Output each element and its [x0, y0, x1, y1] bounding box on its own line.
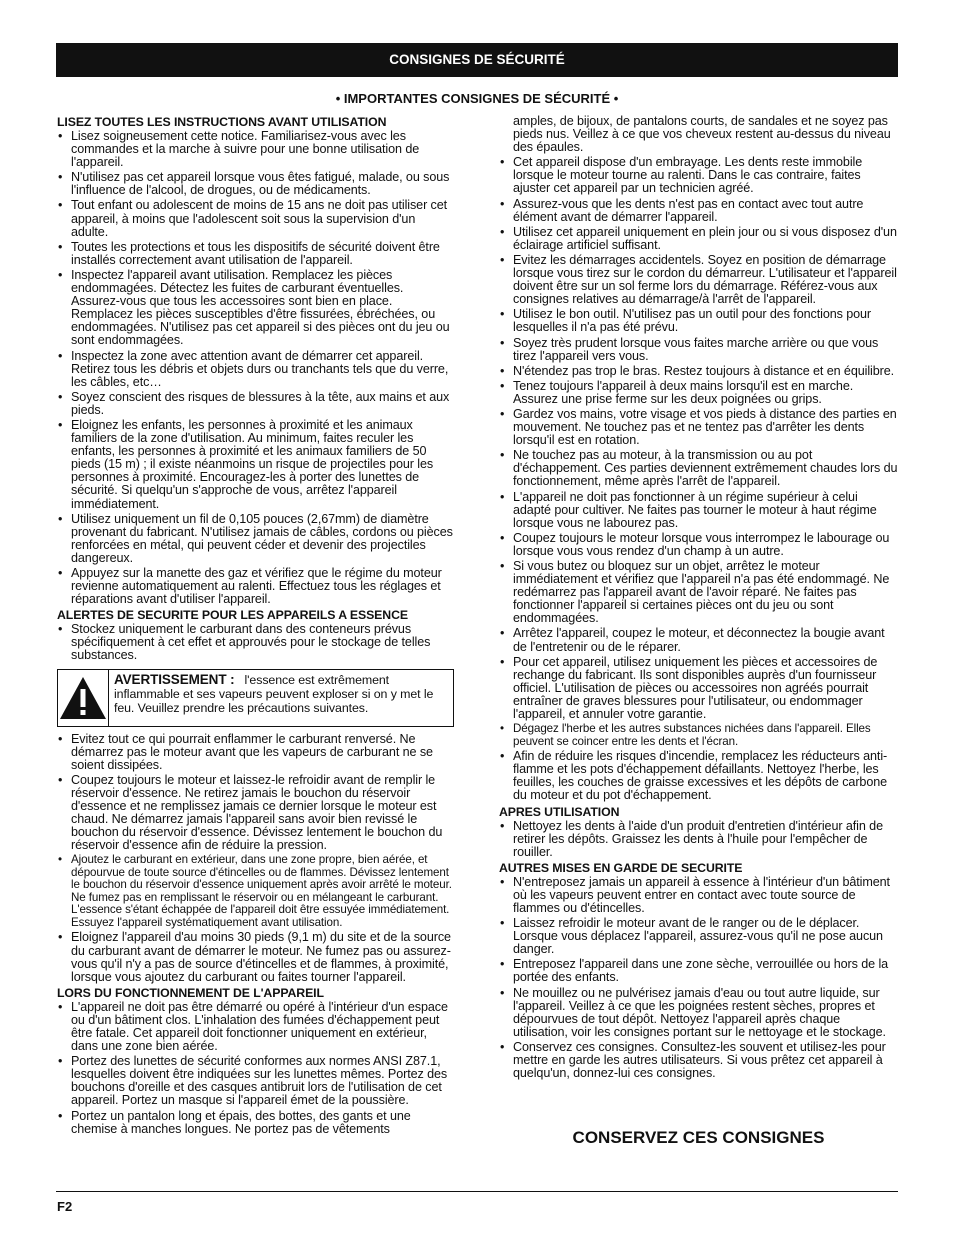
list-item: • Evitez les démarrages accidentels. Soyez en position de démarrage lorsque vous tirez sur le cordon du démarreur. L'utilisateur et l'appareil doivent être sur un sol ferme lors du démarrage. Référez-vous aux consignes relatives au démarrage/à l'arrêt de l'appareil.: [499, 254, 898, 306]
list-item: • Utilisez cet appareil uniquement en plein jour ou si vous disposez d'un éclairage artificiel suffisant.: [499, 226, 898, 252]
list-item: • Si vous butez ou bloquez sur un objet, arrêtez le moteur immédiatement et vérifiez que l'appareil n'a pas été endommagé. Ne redémarrez pas l'appareil avant de l'avoir réparé. Ne faites pas fonctionner l'appareil si certaines pièces ont du jeu ou sont endommagées.: [499, 560, 898, 625]
section-title-operation: LORS DU FONCTIONNEMENT DE L'APPAREIL: [57, 985, 324, 1000]
list-continued: [499, 115, 898, 154]
list-after-use: [499, 820, 898, 859]
list-item: • Pour cet appareil, utilisez uniquement les pièces et accessoires de rechange du fabricant. Ils sont disponibles auprès d'un fournisseur officiel. L'utilisation de pièces ou accessoires non agréés pourrait entraîner de graves blessures pour l'utilisateur, ou endommager l'appareil, et annuler votre garantie.: [499, 656, 898, 721]
list-item: • Afin de réduire les risques d'incendie, remplacez les réducteurs anti-flamme et les pots d'échappement défaillants. Nettoyez l'herbe, les feuilles, les couches de graisse excessives et les dépôts de carbone du moteur et du pot d'échappement.: [499, 750, 898, 802]
list-item: • L'appareil ne doit pas être démarré ou opéré à l'intérieur d'un espace ou d'un bâtiment clos. L'inhalation des fumées d'échappement peut être fatale. Cet appareil doit fonctionner uniquement en extérieur, dans une zone bien aérée.: [57, 1001, 454, 1053]
list-read-instructions: [57, 130, 454, 606]
list-item: • Eloignez les enfants, les personnes à proximité et les animaux familiers de la zone d'utilisation. Au minimum, faites reculer les enfants, les personnes à proximité et les animaux familiers de 50 pieds (15 m) ; il existe néanmoins un risque de projectiles pour les personnes à proximité. Encouragez-les à porter des lunettes de sécurité. Si quelqu'un s'approche de vous, arrêtez l'appareil immédiatement.: [57, 419, 454, 511]
footer-divider: [56, 1191, 898, 1192]
list-item: • Utilisez le bon outil. N'utilisez pas un outil pour des fonctions pour lesquelles il n'a pas été prévu.: [499, 308, 898, 334]
section-title-after-use: APRES UTILISATION: [499, 804, 620, 819]
list-item: • Soyez conscient des risques de blessures à la tête, aux mains et aux pieds.: [57, 391, 454, 417]
list-fuel-distance: [57, 931, 454, 983]
list-item: • Inspectez la zone avec attention avant de démarrer cet appareil. Retirez tous les débris et objets durs ou tranchants tels que du verre, les câbles, etc…: [57, 350, 454, 389]
page-number: F2: [57, 1199, 73, 1214]
list-item: • Evitez tout ce qui pourrait enflammer le carburant renversé. Ne démarrez pas le moteur avant que les vapeurs de carburant ne se soient dissipées.: [57, 733, 454, 772]
closing-heading: CONSERVEZ CES CONSIGNES: [572, 1128, 825, 1147]
list-item: • Appuyez sur la manette des gaz et vérifiez que le régime du moteur revienne automatiquement au ralenti. Effectuez tous les réglages et réparations avant d'utiliser l'appareil.: [57, 567, 454, 606]
list-operation: [57, 1001, 454, 1136]
list-item: • Eloignez l'appareil d'au moins 30 pieds (9,1 m) du site et de la source du carburant avant de démarrer le moteur. Ne fumez pas ou assurez-vous qu'il n'y a pas de source d'étincelles et de flammes, à proximité, lorsque vous ajoutez du carburant ou faites tourner l'appareil.: [57, 931, 454, 983]
left-column: [57, 115, 454, 1138]
warning-title: AVERTISSEMENT :: [114, 671, 235, 687]
list-item: • Cet appareil dispose d'un embrayage. Les dents reste immobile lorsque le moteur tourne au ralenti. Dans le cas contraire, faites ajuster cet appareil par un technicien agréé.: [499, 156, 898, 195]
list-item: • Laissez refroidir le moteur avant de le ranger ou de le déplacer. Lorsque vous déplacez l'appareil, assurez-vous qu'il ne pose aucun danger.: [499, 917, 898, 956]
section-header: CONSIGNES DE SÉCURITÉ: [56, 43, 898, 77]
list-item: • Coupez toujours le moteur et laissez-le refroidir avant de remplir le réservoir d'essence. Ne retirez jamais le bouchon du réservoir d'essence et ne remplissez jamais ce dernier lorsque le moteur est chaud. Ne démarrez jamais l'appareil sans avoir bien revissé le bouchon du réservoir d'essence. Dévissez lentement le bouchon du réservoir d'essence afin de réduire la pression.: [57, 774, 454, 853]
list-item: • Tenez toujours l'appareil à deux mains lorsqu'il est en marche. Assurez une prise ferme sur les deux poignées ou grips.: [499, 380, 898, 406]
list-item: • L'appareil ne doit pas fonctionner à un régime supérieur à celui adapté pour cultiver. Ne faites pas tourner le moteur à haut régime lorsque vous ne labourez pas.: [499, 491, 898, 530]
list-item: • Soyez très prudent lorsque vous faites marche arrière ou que vous tirez l'appareil vers vous.: [499, 337, 898, 363]
list-item: • Gardez vos mains, votre visage et vos pieds à distance des parties en mouvement. Ne touchez pas et ne tentez pas d'arrêter les dents lorsqu'il est en rotation.: [499, 408, 898, 447]
list-operation-small: [499, 723, 898, 748]
list-item: • Tout enfant ou adolescent de moins de 15 ans ne doit pas utiliser cet appareil, à moins que l'adolescent soit sous la supervision d'un adulte.: [57, 199, 454, 238]
list-item: • N'étendez pas trop le bras. Restez toujours à distance et en équilibre.: [499, 365, 898, 378]
list-item: • Assurez-vous que les dents n'est pas en contact avec tout autre élément avant de démarrer l'appareil.: [499, 198, 898, 224]
warning-text-block: [109, 670, 453, 726]
right-column: [499, 115, 898, 1082]
section-title-other-warnings: AUTRES MISES EN GARDE DE SECURITE: [499, 860, 743, 875]
section-title-read-instructions: LISEZ TOUTES LES INSTRUCTIONS AVANT UTILISATION: [57, 115, 387, 129]
warning-box: [57, 669, 454, 727]
list-item: • Inspectez l'appareil avant utilisation. Remplacez les pièces endommagées. Détectez les fuites de carburant éventuelles. Assurez-vous que tous les accessoires sont bien en place. Remplacez les pièces susceptibles d'être fissurées, ébréchées, ou endommagées. N'utilisez pas cet appareil si des pièces ont du jeu ou sont endommagées.: [57, 269, 454, 348]
list-item: • Lisez soigneusement cette notice. Familiarisez-vous avec les commandes et la marche à suivre pour une bonne utilisation de l'appareil.: [57, 130, 454, 169]
list-item: • Toutes les protections et tous les dispositifs de sécurité doivent être installés correctement avant utilisation de l'appareil.: [57, 241, 454, 267]
list-item: • Utilisez uniquement un fil de 0,105 pouces (2,67mm) de diamètre provenant du fabricant. N'utilisez jamais de câbles, cordons ou pièces renforcées en métal, qui peuvent céder et devenir des projectiles dangereux.: [57, 513, 454, 565]
list-item: • Conservez ces consignes. Consultez-les souvent et utilisez-les pour mettre en garde les autres utilisateurs. Si vous prêtez cet appareil à quelqu'un, donnez-lui ces consignes.: [499, 1041, 898, 1080]
list-other-warnings: [499, 876, 898, 1080]
list-item: • Ajoutez le carburant en extérieur, dans une zone propre, bien aérée, et dépourvue de toute source d'étincelles ou de flammes. Dévissez lentement le bouchon du réservoir d'essence uniquement après avoir arrêté le moteur. Ne fumez pas en remplissant le réservoir ou en mélangeant le carburant. L'essence s'étant échappée de l'appareil doit être essuyée immédiatement. Essuyez l'appareil systématiquement avant utilisation.: [57, 854, 454, 929]
list-item: • N'utilisez pas cet appareil lorsque vous êtes fatigué, malade, ou sous l'influence de l'alcool, de drogues, ou de médicaments.: [57, 171, 454, 197]
section-title-gasoline-alerts: ALERTES DE SECURITE POUR LES APPAREILS A ESSENCE: [57, 608, 408, 623]
list-item: • Ne mouillez ou ne pulvérisez jamais d'eau ou tout autre liquide, sur l'appareil. Veillez à ce que les poignées restent sèches, propres et dépourvues de tout dépôt. Nettoyez l'appareil après chaque utilisation, voir les consignes portant sur le nettoyage et le stockage.: [499, 987, 898, 1039]
list-item: • Entreposez l'appareil dans une zone sèche, verrouillée ou hors de la portée des enfants.: [499, 958, 898, 984]
list-operation-continued: [499, 156, 898, 721]
list-item: • Dégagez l'herbe et les autres substances nichées dans l'appareil. Elles peuvent se coincer entre les dents et l'écran.: [499, 723, 898, 748]
list-item: • Stockez uniquement le carburant dans des conteneurs prévus spécifiquement à cet effet et approuvés pour le stockage de telles substances.: [57, 623, 454, 662]
list-gasoline-alerts: [57, 623, 454, 662]
page-subtitle: • IMPORTANTES CONSIGNES DE SÉCURITÉ •: [335, 91, 619, 106]
warning-triangle-icon: [58, 670, 109, 726]
list-fire-risk: [499, 750, 898, 802]
list-item: • N'entreposez jamais un appareil à essence à l'intérieur d'un bâtiment où les vapeurs peuvent entrer en contact avec toute source de flammes ou d'étincelles.: [499, 876, 898, 915]
list-item: • Portez des lunettes de sécurité conformes aux normes ANSI Z87.1, lesquelles doivent être indiquées sur les lunettes mêmes. Portez des bouchons d'oreille et des casques antibruit lors de l'utilisation de cet appareil. Portez un masque si l'appareil émet de la poussière.: [57, 1055, 454, 1107]
list-item: • Nettoyez les dents à l'aide d'un produit d'entretien d'intérieur afin de retirer les dépôts. Graissez les dents à l'huile pour l'empêcher de rouiller.: [499, 820, 898, 859]
warning-text: l'essence est extrêmement inflammable et ses vapeurs peuvent exploser si on y met le feu. Veuillez prendre les précautions suivantes.: [114, 672, 434, 715]
list-fuel-precautions-small: [57, 854, 454, 929]
list-item: • Ne touchez pas au moteur, à la transmission ou au pot d'échappement. Ces parties deviennent extrêmement chaudes lors du fonctionnement, même après l'arrêt de l'appareil.: [499, 449, 898, 488]
list-item: • Coupez toujours le moteur lorsque vous interrompez le labourage ou lorsque vous vous rendez d'un champ à un autre.: [499, 532, 898, 558]
list-item: • Portez un pantalon long et épais, des bottes, des gants et une chemise à manches longues. Ne portez pas de vêtements: [57, 1110, 454, 1136]
list-fuel-precautions: [57, 733, 454, 853]
list-item: • Arrêtez l'appareil, coupez le moteur, et déconnectez la bougie avant de l'entretenir ou de le réparer.: [499, 627, 898, 653]
list-item-continued: amples, de bijoux, de pantalons courts, de sandales et ne soyez pas pieds nus. Veillez à ce que vos cheveux restent au-dessus du niveau des épaules.: [513, 114, 891, 155]
